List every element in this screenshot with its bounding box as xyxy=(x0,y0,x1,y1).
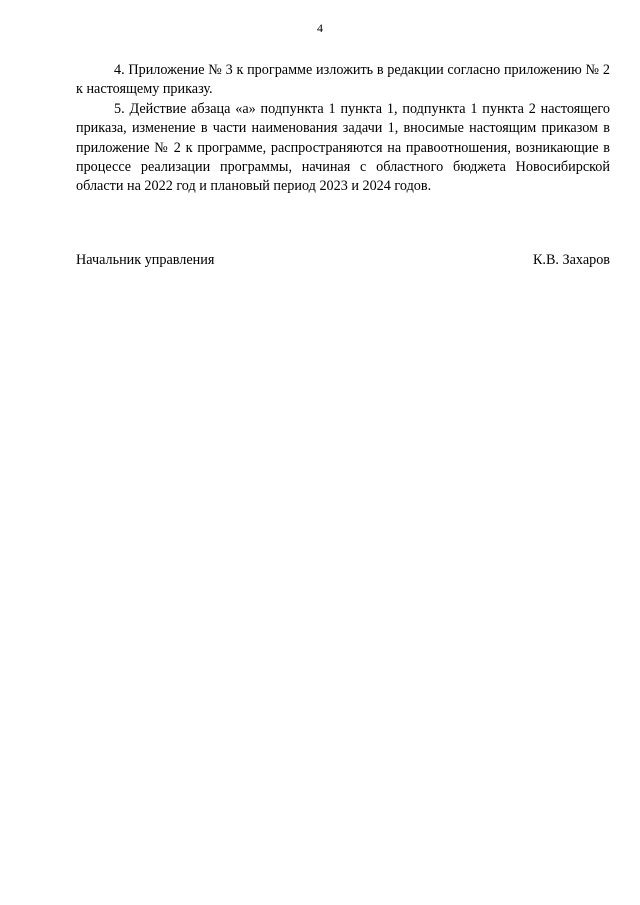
document-body xyxy=(76,61,610,197)
signatory-position: Начальник управления xyxy=(76,252,215,268)
signature-block xyxy=(76,251,610,270)
signatory-name: К.В. Захаров xyxy=(532,252,610,268)
paragraph-item-4: 4. Приложение № 3 к программе изложить в редакции согласно приложению № 2 к настоящему приказу. xyxy=(76,62,610,98)
page-number: 4 xyxy=(317,21,323,35)
paragraph-item-5: 5. Действие абзаца «а» подпункта 1 пункта 1, подпункта 1 пункта 2 настоящего приказа, изменение в части наименования задачи 1, вносимые настоящим приказом в приложение № 2 к программе, распространяются на правоотношения, возникающие в процессе реализации программы, начиная с областного бюджета Новосибирской области на 2022 год и плановый период 2023 и 2024 годов. xyxy=(76,100,610,195)
